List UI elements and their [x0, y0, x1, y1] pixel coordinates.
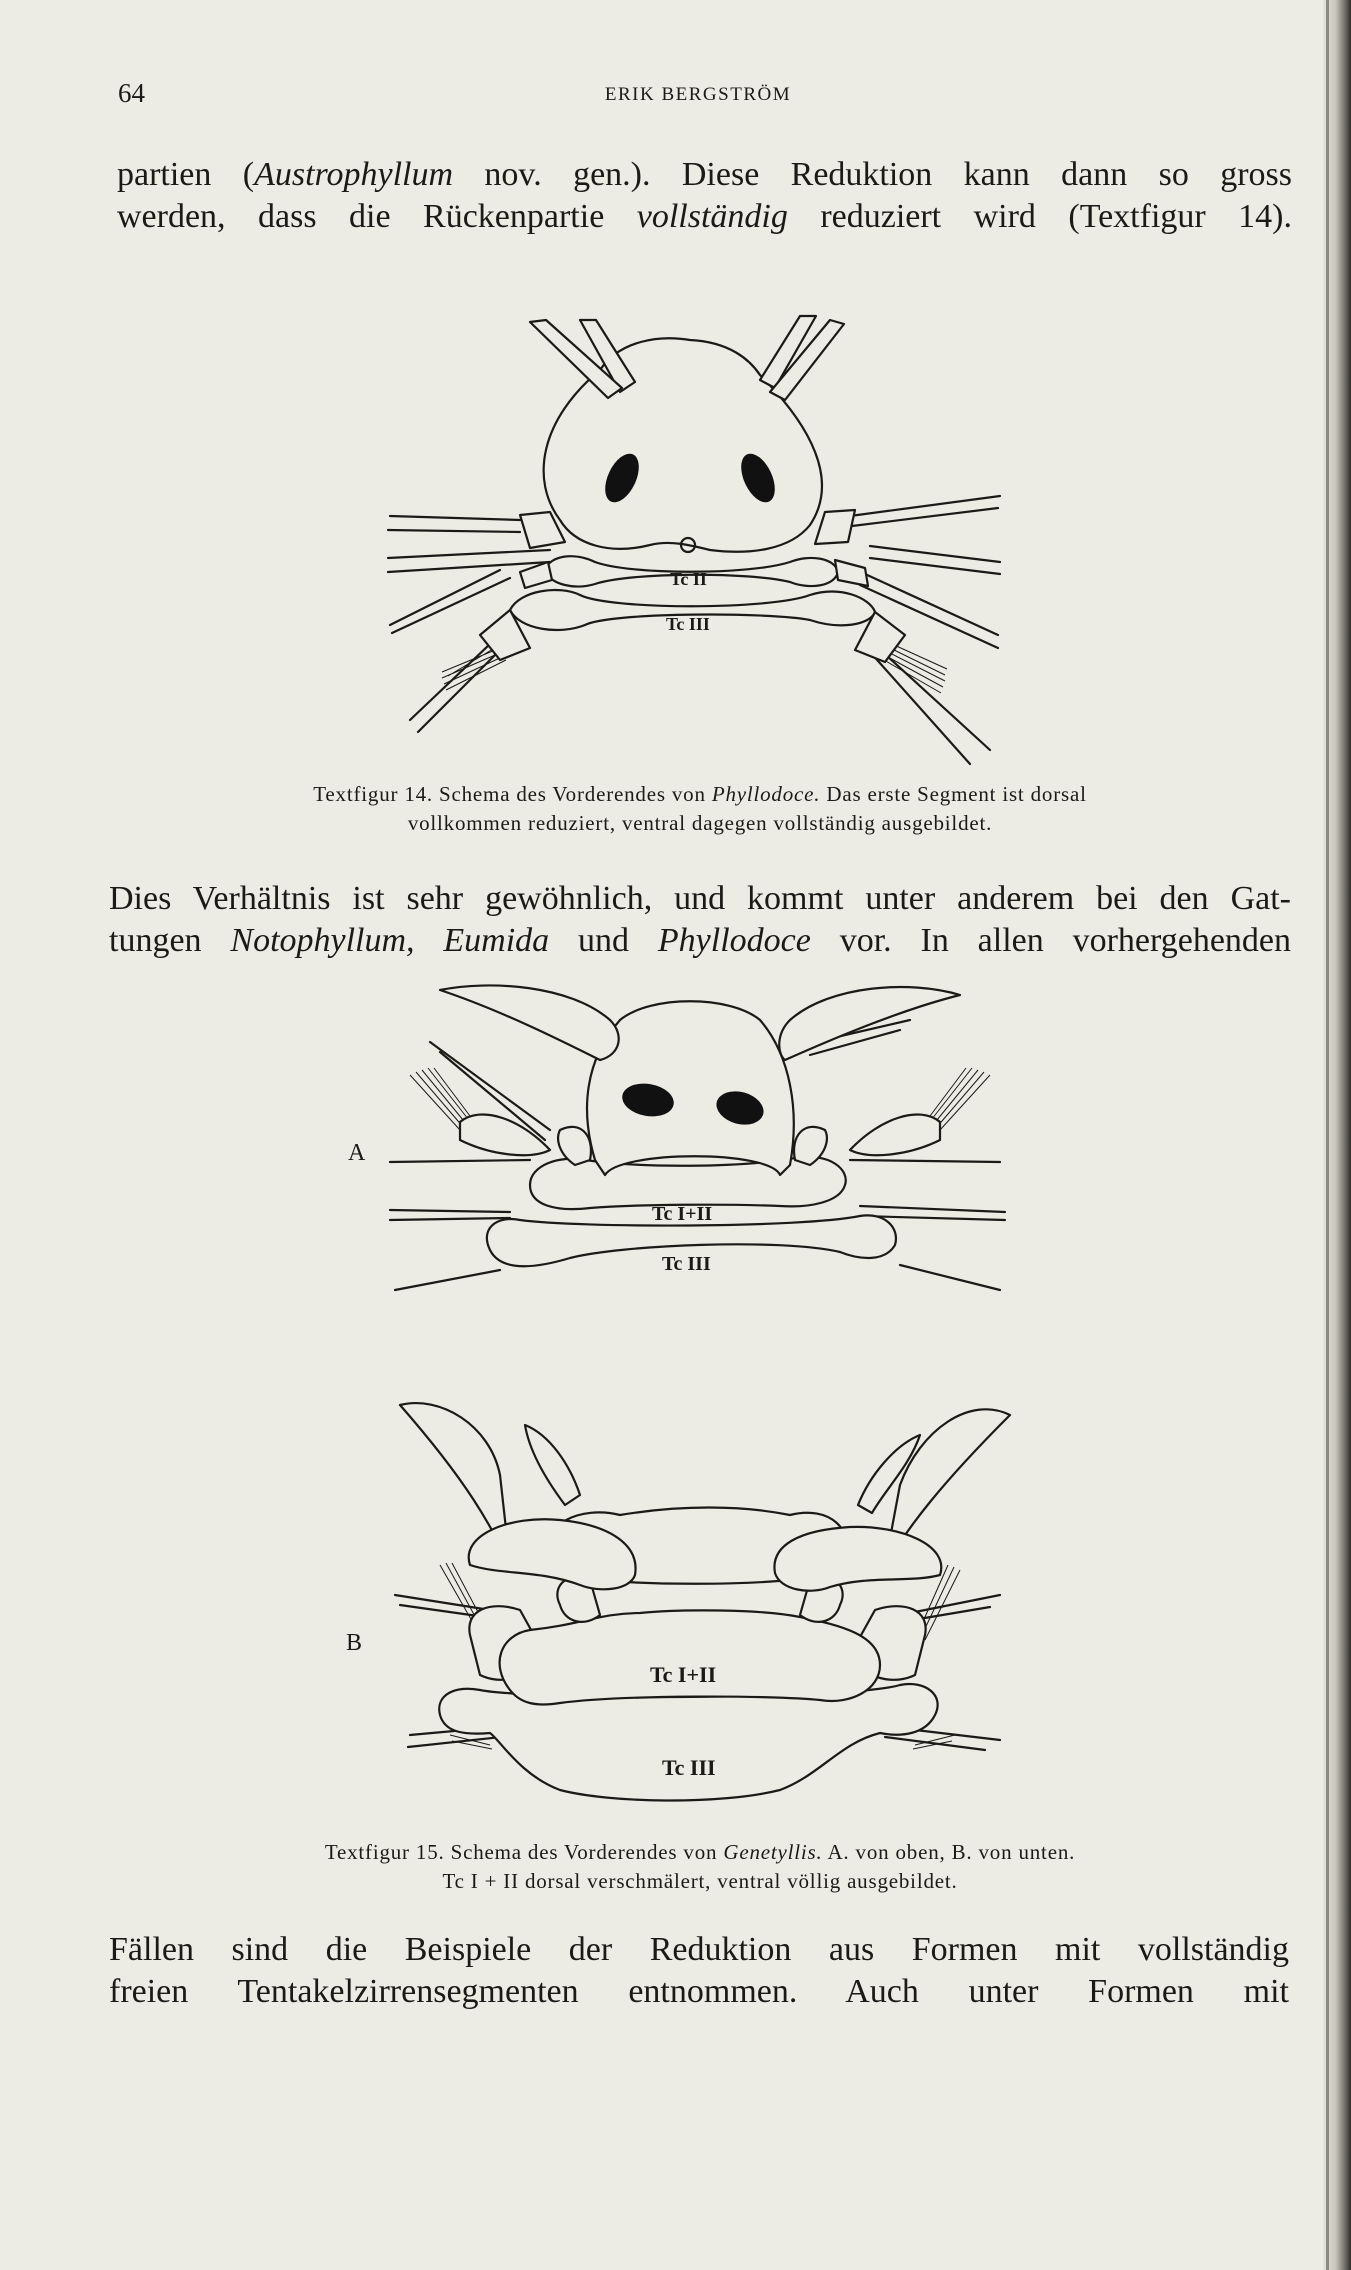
figure-14-phyllodoce — [370, 280, 1020, 770]
paragraph-2 — [109, 878, 1291, 962]
figure-15a-drawing — [380, 980, 1020, 1300]
figure-14-caption: Textfigur 14. Schema des Vorderendes von Phyllodoce. Das erste Segment ist dorsal vollkommen reduziert, ventral dagegen vollständig ausgebildet. — [313, 782, 1087, 835]
paragraph-1-line-2: werden, dass die Rückenpartie vollständig reduziert wird (Textfigur 14). — [117, 198, 1292, 235]
page-header — [118, 78, 1278, 108]
figure-15-caption: Textfigur 15. Schema des Vorderendes von Genetyllis. A. von oben, B. von unten. Tc I + II dorsal verschmälert, ventral völlig ausgebildet. — [324, 1840, 1076, 1893]
paragraph-3-line-1: Fällen sind die Beispiele der Reduktion aus Formen mit vollständig — [109, 1931, 1289, 1968]
page-number: 64 — [118, 78, 145, 108]
paragraph-1-line-1: partien (Austrophyllum nov. gen.). Diese Reduktion kann dann so gross — [117, 156, 1292, 193]
tc-iii-label-a: Tc III — [662, 1253, 711, 1275]
panel-a-letter: A — [348, 1140, 366, 1166]
tc-i-ii-label: Tc I+II — [652, 1203, 713, 1225]
panel-b-letter: B — [346, 1630, 363, 1656]
figure-15a-genetyllis-dorsal — [380, 980, 1020, 1300]
paragraph-2-line-2: tungen Notophyllum, Eumida und Phyllodoce vor. In allen vorhergehenden — [109, 922, 1291, 959]
figure-14-drawing — [370, 280, 1020, 770]
figure-15b-genetyllis-ventral — [380, 1395, 1020, 1825]
paragraph-3 — [109, 1929, 1289, 2013]
paragraph-3-line-2: freien Tentakelzirrensegmenten entnommen. Auch unter Formen mit — [109, 1973, 1289, 2010]
page-edge-line — [1326, 0, 1329, 2270]
figure-15b-drawing — [380, 1395, 1020, 1825]
tc-i-ii-label-b: Tc I+II — [650, 1662, 717, 1687]
tc-ii-label: Tc II — [670, 569, 707, 589]
running-head: ERIK BERGSTRÖM — [604, 84, 792, 105]
tc-iii-label-b: Tc III — [662, 1755, 716, 1780]
tc-iii-label: Tc III — [666, 614, 710, 634]
paragraph-2-line-1: Dies Verhältnis ist sehr gewöhnlich, und kommt unter anderem bei den Gat- — [109, 880, 1291, 917]
paragraph-1 — [117, 154, 1292, 238]
